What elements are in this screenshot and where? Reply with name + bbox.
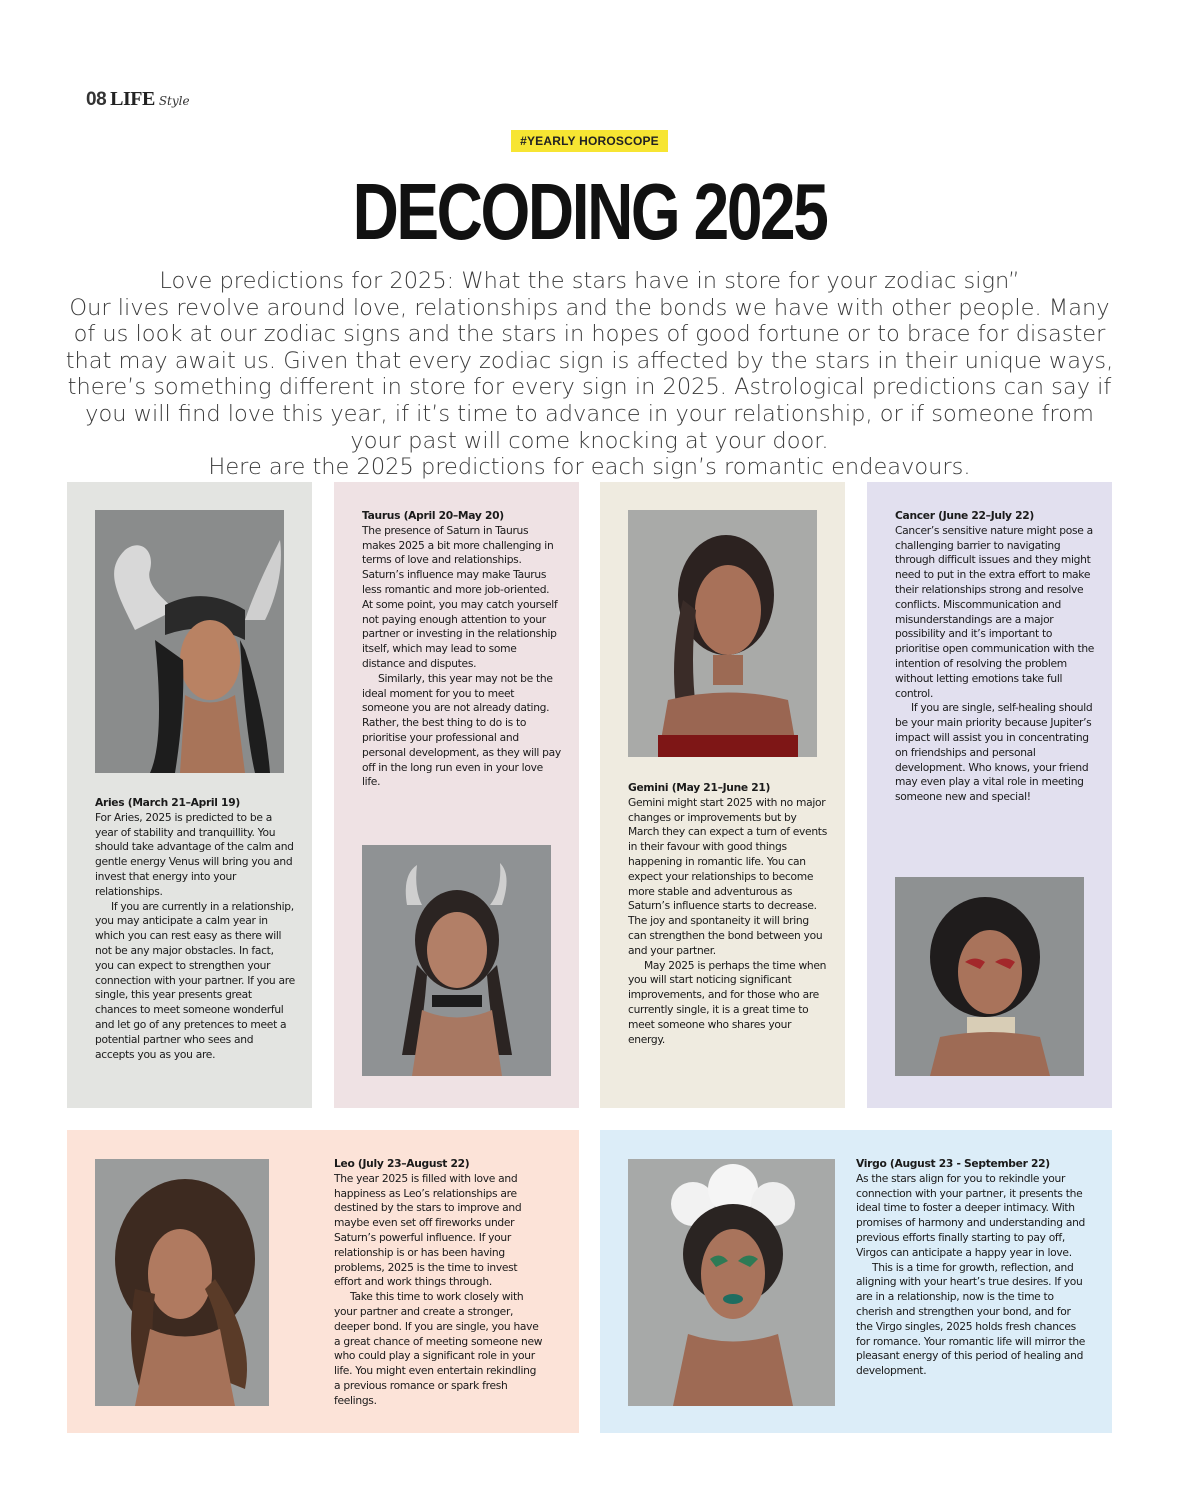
taurus-text — [362, 509, 562, 790]
intro-close: Here are the 2025 predictions for each sign’s romantic endeavours. — [208, 454, 971, 481]
leo-title: Leo (July 23–August 22) — [334, 1157, 470, 1170]
section-tag: #YEARLY HOROSCOPE — [511, 130, 668, 152]
aries-paragraph-1: For Aries, 2025 is predicted to be a year of stability and tranquillity. You should take advantage of the calm and gentle energy Venus will bring you and invest that energy into your relationships. — [95, 810, 294, 898]
gemini-paragraph-2: May 2025 is perhaps the time when you will start noticing significant improvements, and for those who are currently single, it is a great time to meet someone who shares your energy. — [628, 958, 827, 1046]
intro-body: Our lives revolve around love, relationships and the bonds we have with other people. Many of us look at our zodiac signs and the stars in hopes of good fortune or to brace for disaster that may await us. Given that every zodiac sign is affected by the stars in their unique ways, there’s something different in store for every sign in 2025. Astrological predictions can say if you will find love this year, if it’s time to advance in your relationship, or if someone from your past will come knocking at your door. — [65, 294, 1114, 454]
virgo-title: Virgo (August 23 - September 22) — [856, 1157, 1050, 1170]
leo-paragraph-2: Take this time to work closely with your partner and create a stronger, deeper bond. If you are single, you have a great chance of meeting someone new who could play a significant role in your life. You might even entertain rekindling a previous romance or spark fresh feelings. — [334, 1290, 543, 1407]
gemini-title: Gemini (May 21–June 21) — [628, 781, 771, 794]
magazine-logo-script: Style — [158, 94, 190, 108]
leo-paragraph-1: The year 2025 is filled with love and happiness as Leo’s relationships are destined by the stars to improve and maybe even set off fireworks under Saturn’s powerful influence. If your relationship is or has been having problems, 2025 is the time to invest effort and work things through. — [334, 1171, 522, 1289]
virgo-paragraph-1: As the stars align for you to rekindle your connection with your partner, it presents the ideal time to foster a deeper intimacy. With promises of harmony and understanding and previous efforts finally starting to pay off, Virgos can anticipate a happy year in love. — [856, 1171, 1086, 1259]
gemini-paragraph-1: Gemini might start 2025 with no major changes or improvements but by March they can expect a turn of events in their favour with good things happening in romantic life. You can expect your relationships to become more stable and adventurous as Saturn’s influence starts to decrease. The joy and spontaneity it will bring can strengthen the bond between you and your partner. — [628, 795, 827, 957]
intro — [62, 268, 1117, 481]
virgo-photo — [628, 1159, 835, 1406]
cancer-text — [895, 509, 1095, 805]
leo-photo — [95, 1159, 269, 1406]
cancer-title: Cancer (June 22–July 22) — [895, 509, 1034, 522]
aries-photo — [95, 510, 284, 773]
aries-title: Aries (March 21–April 19) — [95, 796, 240, 809]
taurus-paragraph-1: The presence of Saturn in Taurus makes 2025 a bit more challenging in terms of love and relationships. Saturn’s influence may make Taurus less romantic and more job-oriented. At some point, you may catch yourself not paying enough attention to your partner or investing in the relationship itself, which may lead to some distance and disputes. — [362, 523, 558, 670]
taurus-photo — [362, 845, 551, 1076]
gemini-photo — [628, 510, 817, 757]
virgo-paragraph-2: This is a time for growth, reflection, and aligning with your heart’s true desires. If you are in a relationship, now is the time to cherish and strengthen your bond, and for the Virgo singles, 2025 holds fresh chances for romance. Your romantic life will mirror the pleasant energy of this period of healing and development. — [856, 1260, 1086, 1378]
cancer-photo — [895, 877, 1084, 1076]
taurus-paragraph-2: Similarly, this year may not be the ideal moment for you to meet someone you are not already dating. Rather, the best thing to do is to prioritise your professional and personal development, as they will pay off in the long run even in your love life. — [362, 671, 561, 789]
cancer-paragraph-1: Cancer’s sensitive nature might pose a challenging barrier to navigating through difficult issues and they might need to put in the extra effort to make their relationships strong and resolve conflicts. Miscommunication and misunderstandings are a major possibility and it’s important to prioritise open communication with the intention of resolving the problem without letting emotions take full control. — [895, 523, 1095, 700]
aries-paragraph-2: If you are currently in a relationship, you may anticipate a calm year in which you can rest easy as there will not be any major obstacles. In fact, you can expect to strengthen your connection with your partner. If you are single, this year presents great chances to meet someone wonderful and let go of any pretences to meet a potential partner who sees and accepts you as you are. — [95, 899, 295, 1061]
cancer-paragraph-2: If you are single, self-healing should be your main priority because Jupiter’s impact will assist you in concentrating on friendships and personal development. Who knows, your friend may even play a vital role in meeting someone new and special! — [895, 701, 1093, 804]
folio — [86, 88, 190, 111]
virgo-text — [856, 1157, 1086, 1379]
headline: DECODING 2025 — [352, 167, 827, 256]
leo-text — [334, 1157, 544, 1409]
taurus-title: Taurus (April 20–May 20) — [362, 509, 504, 522]
gemini-text — [628, 781, 828, 1047]
aries-text — [95, 796, 295, 1062]
page-number: 08 — [86, 89, 107, 110]
intro-lead: Love predictions for 2025: What the stars have in store for your zodiac sign” — [159, 268, 1020, 294]
magazine-logo: LIFE — [110, 88, 155, 110]
